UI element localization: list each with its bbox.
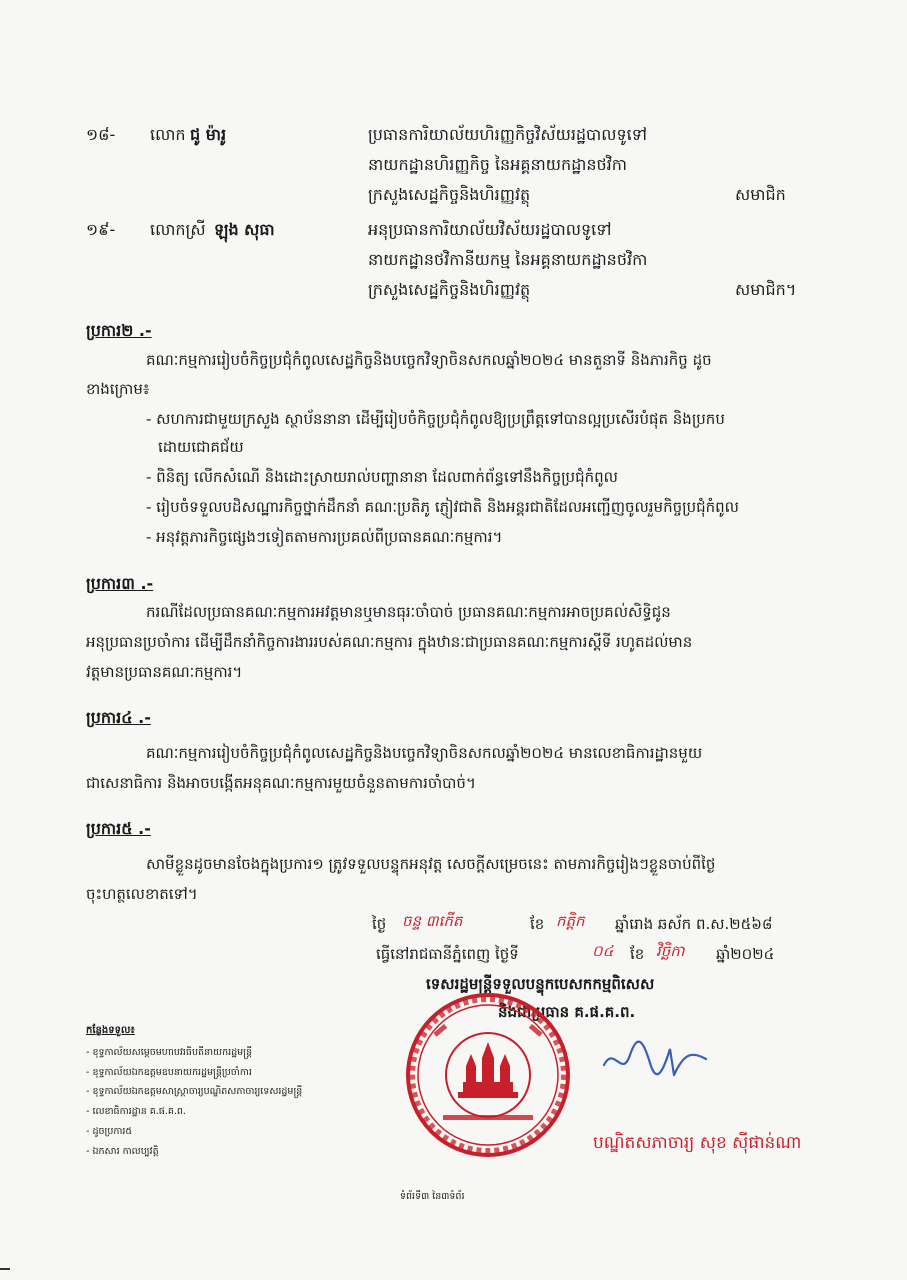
- list-item: - ខុទ្ទកាល័យឯកឧត្តមសាស្ត្រាចារ្យបណ្ឌិតសភាចារ្យទេសរដ្ឋមន្ត្រី: [86, 1086, 303, 1097]
- place-and-day-prefix: ធ្វើនៅរាជធានីភ្នំពេញ ថ្ងៃទី: [376, 945, 519, 963]
- lunar-month-handwritten: កត្តិក: [556, 912, 585, 930]
- list-item: - លេខាធិការដ្ឋាន គ.ផ.គ.ព.: [86, 1106, 186, 1117]
- article-text-line: ខាងក្រោម៖: [86, 380, 150, 398]
- list-item: - ខុទ្ទកាល័យសម្ដេចមហាបវរធិបតីនាយករដ្ឋមន្ត្រី: [86, 1047, 253, 1058]
- solar-year: ឆ្នាំ២០២៤: [716, 945, 775, 963]
- lunar-year: ឆ្នាំរោង ឆស័ក ព.ស.២៥៦៨: [615, 915, 773, 933]
- member-name: ឡុង សុធា: [214, 220, 275, 239]
- lunar-day-handwritten: ចន្ទ ៣កើត: [402, 912, 463, 930]
- bullet-item: - រៀបចំទទួលបដិសណ្ឋារកិច្ចថ្នាក់ដឹកនាំ គណៈប្រតិភូ ភ្ញៀវជាតិ និងអន្តរជាតិដែលអញ្ជើញចូលរួមកិច្ចប្រជុំកំពូល: [146, 498, 739, 516]
- article-text-line: អនុប្រធានប្រចាំការ ដើម្បីដឹកនាំកិច្ចការងាររបស់គណៈកម្មការ ក្នុងឋានៈជាប្រធានគណៈកម្មការស្ដីទី រហូតដល់មាន: [86, 633, 693, 651]
- member-position-line: ក្រសួងសេដ្ឋកិច្ចនិងហិរញ្ញវត្ថុ: [368, 185, 531, 204]
- member-position-line: ប្រធានការិយាល័យហិរញ្ញកិច្ចវិស័យរដ្ឋបាលទូទៅ: [368, 125, 647, 144]
- signature-icon: [600, 1035, 710, 1085]
- list-item: - ដូចប្រការ៥: [86, 1126, 133, 1137]
- member-position-line: នាយកដ្ឋានថវិកានីយកម្ម នៃអគ្គនាយកដ្ឋានថវិកា: [368, 250, 648, 269]
- article-heading: ប្រការ៣ .-: [86, 574, 154, 593]
- article-text-line: គណៈកម្មការរៀបចំកិច្ចប្រជុំកំពូលសេដ្ឋកិច្ចនិងបច្ចេកវិទ្យាចិនសកលឆ្នាំ២០២៤ មានលេខាធិការដ្ឋានមួយ: [146, 744, 703, 762]
- member-title: លោកស្រី: [150, 220, 206, 239]
- signatory-title-line: និងជាប្រធាន គ.ផ.គ.ព.: [498, 1003, 636, 1021]
- article-text-line: វត្តមានប្រធានគណៈកម្មការ។: [86, 663, 243, 681]
- article-text-line: សាមីខ្លួនដូចមានចែងក្នុងប្រការ១ ត្រូវទទួលបន្ទុកអនុវត្ត សេចក្ដីសម្រេចនេះ តាមភារកិច្ចរៀងៗខ្លួនចាប់ពីថ្ងៃ: [146, 855, 716, 873]
- solar-month-handwritten: វិច្ឆិកា: [656, 942, 685, 960]
- signatory-title-line: ទេសរដ្ឋមន្ត្រីទទួលបន្ទុកបេសកកម្មពិសេស: [426, 975, 655, 993]
- article-heading: ប្រការ៤ .-: [86, 708, 151, 727]
- member-role: សមាជិក: [735, 185, 786, 204]
- member-title: លោក: [150, 125, 186, 144]
- member-number: ១៩-: [86, 220, 116, 239]
- bullet-item-continuation: ដោយជោគជ័យ: [158, 438, 244, 456]
- article-heading: ប្រការ៥ .-: [86, 819, 151, 838]
- member-role: សមាជិក។: [735, 280, 797, 299]
- article-text-line: ករណីដែលប្រធានគណៈកម្មការអវត្តមានឬមានធុរៈចាំបាច់ ប្រធានគណៈកម្មការអាចប្រគល់សិទ្ធិជូន: [146, 603, 671, 621]
- solar-day-handwritten: ០៤: [592, 942, 614, 960]
- official-seal-stamp: [403, 990, 573, 1160]
- list-item: - ខុទ្ទកាល័យឯកឧត្តមឧបនាយករដ្ឋមន្ត្រីប្រចាំការ: [86, 1067, 252, 1078]
- member-number: ១៨-: [86, 125, 116, 144]
- article-text-line: ជាសេនាធិការ និងអាចបង្កើតអនុគណៈកម្មការមួយចំនួនតាមការចាំបាច់។: [86, 774, 476, 792]
- lunar-month-prefix: ខែ: [530, 915, 545, 933]
- member-position-line: ក្រសួងសេដ្ឋកិច្ចនិងហិរញ្ញវត្ថុ: [368, 280, 531, 299]
- bullet-item: - អនុវត្តភារកិច្ចផ្សេងៗទៀតតាមការប្រគល់ពីប្រធានគណៈកម្មការ។: [146, 528, 503, 546]
- bullet-item: - សហការជាមួយក្រសួង ស្ថាប័ននានា ដើម្បីរៀបចំកិច្ចប្រជុំកំពូលឱ្យប្រព្រឹត្តទៅបានល្អប្រសើរបំផុត និងប្រកប: [146, 410, 725, 428]
- member-position-line: នាយកដ្ឋានហិរញ្ញកិច្ច នៃអគ្គនាយកដ្ឋានថវិកា: [368, 155, 627, 174]
- scan-edge-mark: [0, 1268, 10, 1270]
- article-text-line: គណៈកម្មការរៀបចំកិច្ចប្រជុំកំពូលសេដ្ឋកិច្ចនិងបច្ចេកវិទ្យាចិនសកលឆ្នាំ២០២៤ មានតួនាទី និងភារកិច្ច ដូច: [146, 351, 712, 369]
- member-name: ជូ ម៉ារូ: [190, 125, 227, 144]
- list-item: - ឯកសារ កាលប្បវត្តិ: [86, 1146, 159, 1157]
- signatory-name: បណ្ឌិតសភាចារ្យ សុខ ស៊ីផាន់ណា: [593, 1133, 802, 1153]
- article-text-line: ចុះហត្ថលេខាតទៅ។: [86, 885, 198, 903]
- lunar-day-prefix: ថ្ងៃ: [372, 915, 387, 933]
- article-heading: ប្រការ២ .-: [86, 321, 152, 340]
- solar-month-prefix: ខែ: [630, 945, 645, 963]
- bullet-item: - ពិនិត្យ លើកសំណើ និងដោះស្រាយរាល់បញ្ហានានា ដែលពាក់ព័ន្ធទៅនឹងកិច្ចប្រជុំកំពូល: [146, 468, 618, 486]
- member-position-line: អនុប្រធានការិយាល័យវិស័យរដ្ឋបាលទូទៅ: [368, 220, 612, 239]
- recipients-heading: កន្លែងទទួល៖: [86, 1025, 135, 1036]
- page-number: ទំព័រទី៣ នៃ៣ទំព័រ: [400, 1191, 465, 1202]
